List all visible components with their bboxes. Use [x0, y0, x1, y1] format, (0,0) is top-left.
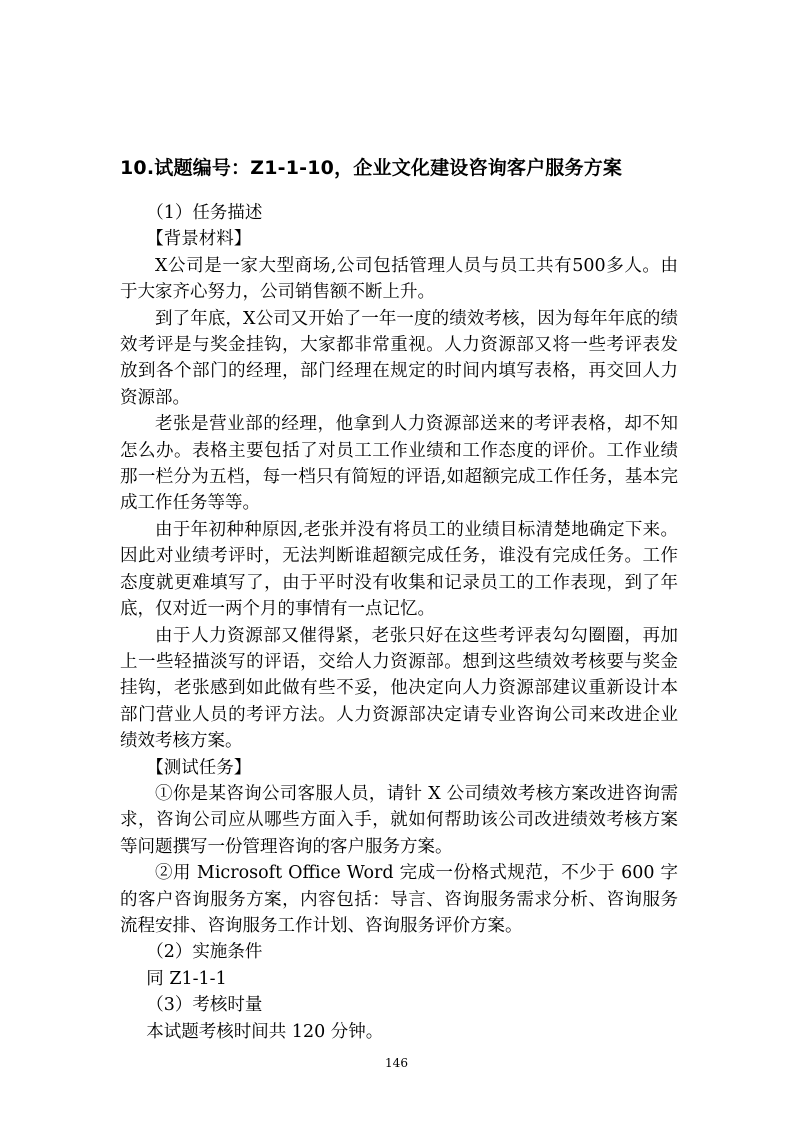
section-title-conditions: （2）实施条件 [146, 942, 263, 963]
section-title-duration: （3）考核时量 [146, 995, 263, 1016]
paragraph-manager-zhang: 老张是营业部的经理，他拿到人力资源部送来的考评表格，却不知怎么办。表格主要包括了对员工工作业绩和工作态度的评价。工作业绩那一栏分为五档，每一档只有简短的评语,如超额完成工作任务，基本完成工作任务等等。 [120, 414, 678, 514]
paragraph-unclear-targets: 由于年初种种原因,老张并没有将员工的业绩目标清楚地确定下来。因此对业绩考评时，无法判断谁超额完成任务，谁没有完成任务。工作态度就更难填写了，由于平时没有收集和记录员工的工作表现，到了年底，仅对近一两个月的事情有一点记忆。 [120, 519, 678, 620]
paragraph-company-intro: X公司是一家大型商场,公司包括管理人员与员工共有500多人。由于大家齐心努力，公司销售额不断上升。 [120, 255, 678, 303]
task-item-1: ①你是某咨询公司客服人员，请针 X 公司绩效考核方案改进咨询需求，咨询公司应从哪些方面入手，就如何帮助该公司改进绩效考核方案等问题撰写一份管理咨询的客户服务方案。 [120, 783, 678, 857]
paragraph-hr-pressure: 由于人力资源部又催得紧，老张只好在这些考评表勾勾圈圈，再加上一些轻描淡写的评语，交给人力资源部。想到这些绩效考核要与奖金挂钩，老张感到如此做有些不妥，他决定向人力资源部建议重新设计本部门营业人员的考评方法。人力资源部决定请专业咨询公司来改进企业绩效考核方案。 [120, 625, 678, 752]
document-body [120, 200, 678, 1045]
question-heading: 10.试题编号：Z1-1-10，企业文化建设咨询客户服务方案 [120, 157, 623, 179]
section-conditions-content: 同 Z1-1-1 [146, 968, 227, 989]
background-material-label: 【背景材料】 [146, 229, 252, 250]
paragraph-year-end-review: 到了年底，X公司又开始了一年一度的绩效考核，因为每年年底的绩效考评是与奖金挂钩，大家都非常重视。人力资源部又将一些考评表发放到各个部门的经理，部门经理在规定的时间内填写表格，再交回人力资源部。 [120, 308, 678, 408]
page-number: 146 [385, 1056, 408, 1070]
section-duration-content: 本试题考核时间共 120 分钟。 [146, 1021, 384, 1042]
test-task-label: 【测试任务】 [146, 757, 252, 778]
task-item-2: ②用 Microsoft Office Word 完成一份格式规范，不少于 600 字的客户咨询服务方案，内容包括：导言、咨询服务需求分析、咨询服务流程安排、咨询服务工作计划、咨询服务评价方案。 [120, 863, 678, 936]
section-title-task-description: （1）任务描述 [146, 203, 263, 223]
